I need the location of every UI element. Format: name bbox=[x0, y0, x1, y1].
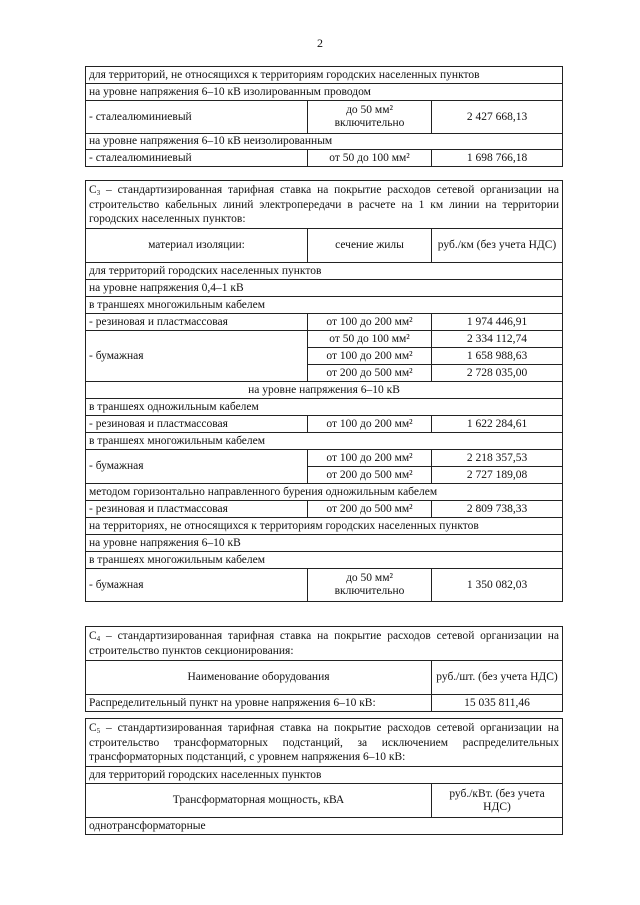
c5-description bbox=[86, 719, 563, 767]
c4-description-text: – стандартизированная тарифная ставка на покрытие расходов сетевой организации на строительство пунктов секционирования: bbox=[89, 630, 560, 657]
material-cell: - бумажная bbox=[86, 331, 308, 382]
section-row: на уровне напряжения 0,4–1 кВ bbox=[86, 280, 563, 297]
table-row bbox=[86, 314, 563, 331]
section-cell: от 50 до 100 мм² bbox=[308, 150, 432, 167]
header-unit: руб./кВт. (без учета НДС) bbox=[432, 784, 563, 818]
material-cell: - сталеалюминиевый bbox=[86, 150, 308, 167]
table-row bbox=[86, 719, 563, 767]
price-cell: 2 334 112,74 bbox=[432, 331, 563, 348]
price-cell: 2 427 668,13 bbox=[432, 101, 563, 134]
header-material: материал изоляции: bbox=[86, 229, 308, 263]
price-cell: 1 698 766,18 bbox=[432, 150, 563, 167]
price-cell: 2 218 357,53 bbox=[432, 450, 563, 467]
material-cell: - бумажная bbox=[86, 450, 308, 484]
price-cell: 1 350 082,03 bbox=[432, 569, 563, 602]
table-row bbox=[86, 297, 563, 314]
material-cell: - сталеалюминиевый bbox=[86, 101, 308, 134]
price-cell: 1 658 988,63 bbox=[432, 348, 563, 365]
section-cell: от 200 до 500 мм² bbox=[308, 365, 432, 382]
section-cell: от 100 до 200 мм² bbox=[308, 348, 432, 365]
table-row bbox=[86, 767, 563, 784]
table-row bbox=[86, 695, 563, 712]
page-number: 2 bbox=[317, 36, 323, 50]
overhead-lines-table bbox=[85, 66, 563, 167]
header-unit: руб./км (без учета НДС) bbox=[432, 229, 563, 263]
section-cell: от 100 до 200 мм² bbox=[308, 314, 432, 331]
header-unit: руб./шт. (без учета НДС) bbox=[432, 661, 563, 695]
section-row: на уровне напряжения 6–10 кВ изолированным проводом bbox=[86, 84, 563, 101]
table-row bbox=[86, 433, 563, 450]
c3-description-text: – стандартизированная тарифная ставка на покрытие расходов сетевой организации на строительство кабельных линий электропередачи в расчете на 1 км линии на территории городских населенных пунктов: bbox=[89, 184, 560, 225]
table-row bbox=[86, 331, 563, 348]
price-cell: 2 727 189,08 bbox=[432, 467, 563, 484]
section-cell: от 50 до 100 мм² bbox=[308, 331, 432, 348]
section-row: методом горизонтально направленного бурения одножильным кабелем bbox=[86, 484, 563, 501]
c3-symbol: С bbox=[89, 184, 97, 196]
section-row: в траншеях многожильным кабелем bbox=[86, 433, 563, 450]
price-cell: 2 809 738,33 bbox=[432, 501, 563, 518]
c4-sectioning-table bbox=[85, 626, 563, 712]
section-cell: от 200 до 500 мм² bbox=[308, 501, 432, 518]
c5-description-text: – стандартизированная тарифная ставка на покрытие расходов сетевой организации на строительство трансформаторных подстанций, за исключением распределительных трансформаторных подстанций, с уровнем напряжения 6–10 кВ: bbox=[89, 722, 560, 763]
section-row: в траншеях многожильным кабелем bbox=[86, 297, 563, 314]
table-row bbox=[86, 263, 563, 280]
section-row: в траншеях одножильным кабелем bbox=[86, 399, 563, 416]
table-row bbox=[86, 818, 563, 835]
section-cell: от 200 до 500 мм² bbox=[308, 467, 432, 484]
table-row bbox=[86, 150, 563, 167]
c5-substations-table bbox=[85, 718, 563, 835]
price-cell: 15 035 811,46 bbox=[432, 695, 563, 712]
table-row bbox=[86, 552, 563, 569]
section-row: на территориях, не относящихся к территориям городских населенных пунктов bbox=[86, 518, 563, 535]
table-row bbox=[86, 134, 563, 150]
section-row: в траншеях многожильным кабелем bbox=[86, 552, 563, 569]
material-cell: - бумажная bbox=[86, 569, 308, 602]
table-header-row bbox=[86, 784, 563, 818]
header-power: Трансформаторная мощность, кВА bbox=[86, 784, 432, 818]
material-cell: - резиновая и пластмассовая bbox=[86, 416, 308, 433]
c3-description bbox=[86, 181, 563, 229]
section-row: на уровне напряжения 6–10 кВ bbox=[86, 382, 563, 399]
table-row bbox=[86, 518, 563, 535]
equipment-cell: Распределительный пункт на уровне напряжения 6–10 кВ: bbox=[86, 695, 432, 712]
table-row bbox=[86, 416, 563, 433]
section-row: для территорий городских населенных пунктов bbox=[86, 767, 563, 784]
section-cell: до 50 мм² включительно bbox=[308, 569, 432, 602]
table-row bbox=[86, 67, 563, 84]
section-row: для территорий городских населенных пунктов bbox=[86, 263, 563, 280]
section-row: для территорий, не относящихся к территориям городских населенных пунктов bbox=[86, 67, 563, 84]
c3-index: 3 bbox=[96, 189, 101, 197]
table-row bbox=[86, 484, 563, 501]
table-header-row bbox=[86, 661, 563, 695]
table-row bbox=[86, 101, 563, 134]
section-row: на уровне напряжения 6–10 кВ неизолированным bbox=[86, 134, 563, 150]
table-row bbox=[86, 627, 563, 661]
material-cell: - резиновая и пластмассовая bbox=[86, 501, 308, 518]
table-header-row bbox=[86, 229, 563, 263]
price-cell: 1 622 284,61 bbox=[432, 416, 563, 433]
c4-description bbox=[86, 627, 563, 661]
section-cell: от 100 до 200 мм² bbox=[308, 450, 432, 467]
table-row bbox=[86, 399, 563, 416]
price-cell: 1 974 446,91 bbox=[432, 314, 563, 331]
section-row: однотрансформаторные bbox=[86, 818, 563, 835]
price-cell: 2 728 035,00 bbox=[432, 365, 563, 382]
table-row bbox=[86, 569, 563, 602]
header-equipment: Наименование оборудования bbox=[86, 661, 432, 695]
material-cell: - резиновая и пластмассовая bbox=[86, 314, 308, 331]
table-row bbox=[86, 280, 563, 297]
c3-cable-lines-table bbox=[85, 180, 563, 602]
c4-index: 4 bbox=[96, 635, 101, 643]
table-row bbox=[86, 181, 563, 229]
section-row: на уровне напряжения 6–10 кВ bbox=[86, 535, 563, 552]
table-row bbox=[86, 382, 563, 399]
c4-symbol: С bbox=[89, 630, 97, 642]
table-row bbox=[86, 84, 563, 101]
c5-index: 5 bbox=[96, 727, 101, 735]
table-row bbox=[86, 450, 563, 467]
header-section: сечение жилы bbox=[308, 229, 432, 263]
section-cell: до 50 мм² включительно bbox=[308, 101, 432, 134]
table-row bbox=[86, 535, 563, 552]
c5-symbol: С bbox=[89, 722, 97, 734]
table-row bbox=[86, 501, 563, 518]
section-cell: от 100 до 200 мм² bbox=[308, 416, 432, 433]
